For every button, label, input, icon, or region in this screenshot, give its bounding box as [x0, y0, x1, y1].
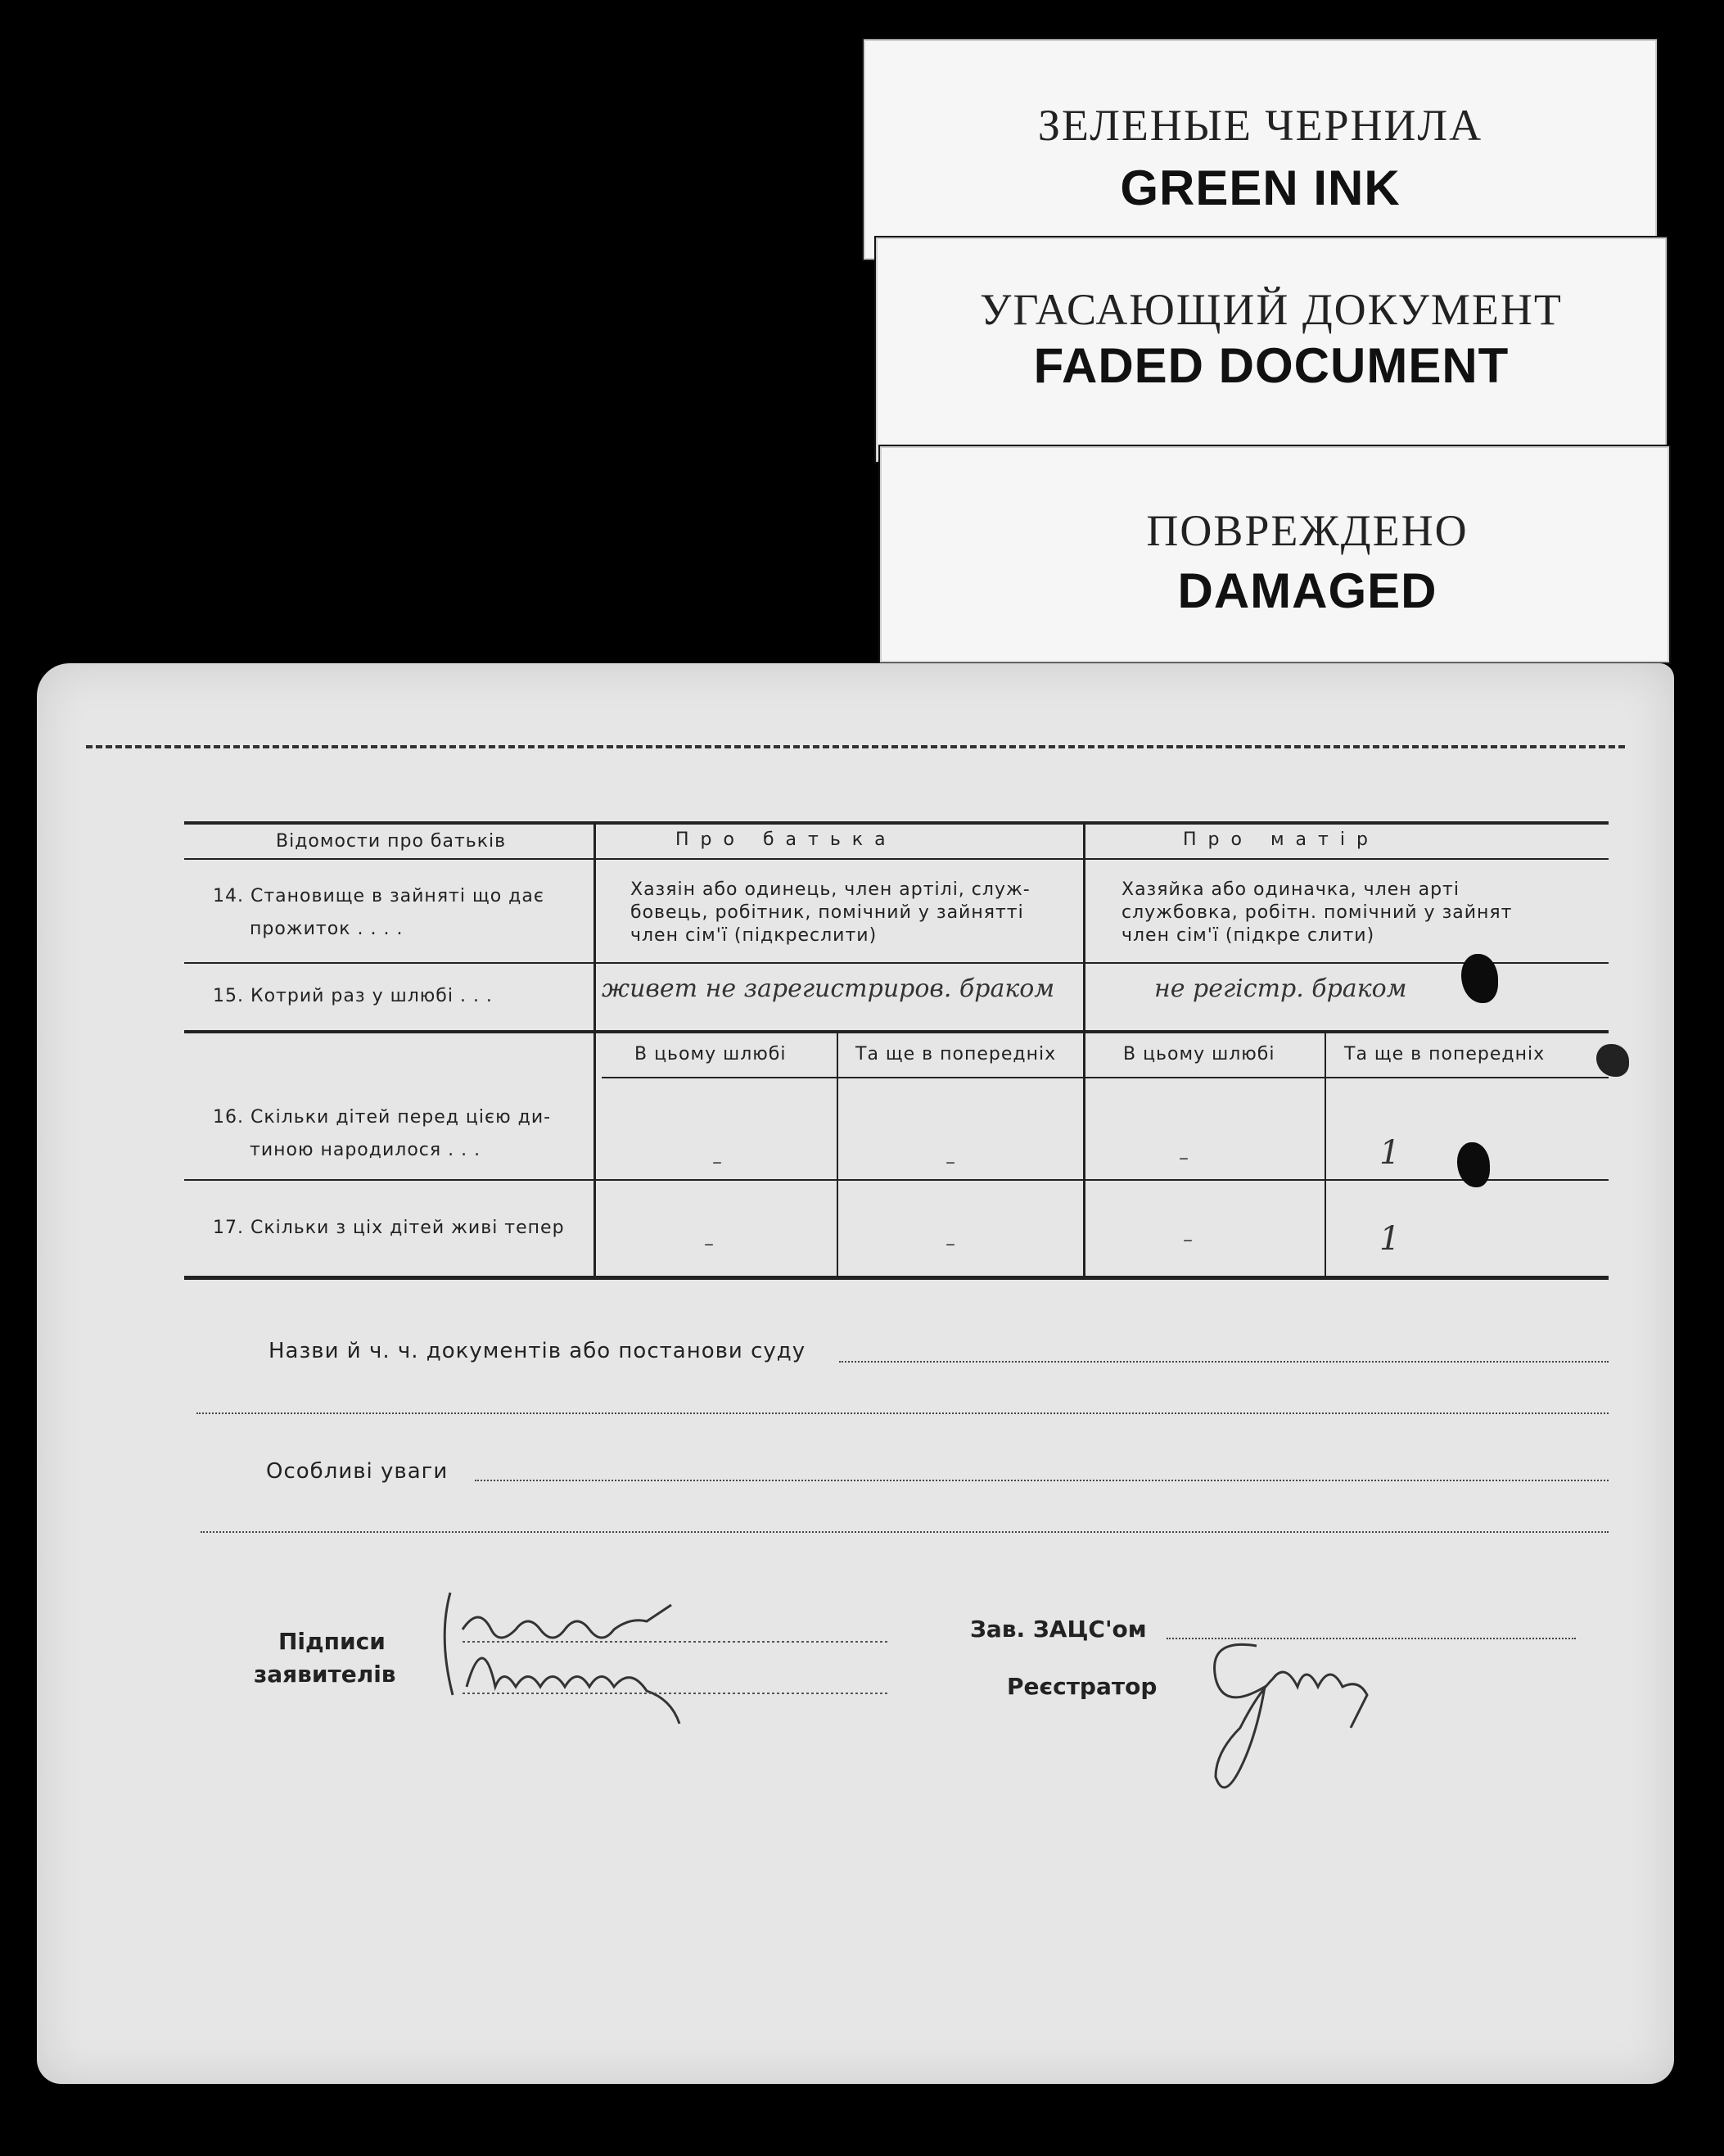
- row14-mother-line2: службовка, робітн. помічний у зайнят: [1122, 902, 1513, 923]
- subheader-divider: [602, 1077, 1609, 1078]
- notes-line-2: [201, 1531, 1609, 1533]
- applicants-label-line1: Підписи: [278, 1628, 386, 1655]
- damage-hole: [1596, 1044, 1629, 1077]
- notes-label: Особливі уваги: [266, 1459, 449, 1484]
- row16-label-line2: тиною народилося . . .: [250, 1140, 481, 1160]
- applicant-signatures: [405, 1589, 896, 1752]
- registrar-signature: [1158, 1629, 1428, 1810]
- header-mother: Про матір: [1183, 829, 1379, 850]
- documents-line-2: [196, 1412, 1609, 1414]
- green-ink-label-en: GREEN INK: [1120, 160, 1401, 215]
- row15-label: 15. Котрий раз у шлюбі . . .: [213, 986, 493, 1006]
- row16-father-prev: –: [945, 1150, 955, 1173]
- table-bottom-border: [184, 1276, 1609, 1280]
- col-divider-mother: [1325, 1032, 1326, 1277]
- subheader-father-this: В цьому шлюбі: [634, 1044, 787, 1064]
- damaged-label-card: [880, 446, 1669, 662]
- damaged-label-ru: ПОВРЕЖДЕНО: [1146, 506, 1469, 555]
- subheader-mother-prev: Та ще в попередніх: [1344, 1044, 1546, 1064]
- row16-father-this: –: [712, 1150, 722, 1173]
- row14-label-line2: прожиток . . . .: [250, 919, 404, 939]
- col-divider-1: [593, 823, 596, 1277]
- documents-label: Назви й ч. ч. документів або постанови суду: [269, 1339, 806, 1363]
- row14-father-line2: бовець, робітник, помічний у зайнятті: [630, 902, 1024, 923]
- row14-divider: [184, 962, 1609, 964]
- row16-label-line1: 16. Скільки дітей перед цією ди-: [213, 1107, 552, 1128]
- subheader-father-prev: Та ще в попередніх: [855, 1044, 1057, 1064]
- row14-mother-line3: член сім'ї (підкре слити): [1122, 925, 1375, 946]
- faded-label-en: FADED DOCUMENT: [1033, 338, 1510, 393]
- row17-father-prev: –: [945, 1232, 955, 1255]
- green-ink-label-card: [864, 39, 1657, 260]
- row16-mother-prev: 1: [1379, 1134, 1401, 1172]
- row14-mother-line1: Хазяйка або одиначка, член арті: [1122, 879, 1460, 900]
- col-divider-father: [837, 1032, 838, 1277]
- header-parents-info: Відомости про батьків: [276, 831, 507, 852]
- damage-hole: [1461, 954, 1498, 1003]
- header-father: Про батька: [675, 829, 897, 850]
- subheader-mother-this: В цьому шлюбі: [1123, 1044, 1275, 1064]
- applicants-label-line2: заявителів: [254, 1661, 396, 1688]
- row14-father-line1: Хазяін або одинець, член артілі, служ-: [630, 879, 1031, 900]
- registrar-label: Реєстратор: [1007, 1673, 1158, 1700]
- perforation-line: [86, 745, 1625, 748]
- row14-father-line3: член сім'ї (підкреслити): [630, 925, 878, 946]
- row15-divider: [184, 1030, 1609, 1033]
- col-divider-2: [1083, 823, 1085, 1277]
- row16-divider: [184, 1179, 1609, 1181]
- row15-father-handwritten: живет не зарегистриров. браком: [602, 974, 1055, 1003]
- row17-label: 17. Скільки з ціх дітей живі тепер: [213, 1218, 565, 1238]
- table-header-divider: [184, 858, 1609, 860]
- row16-mother-this: –: [1179, 1146, 1189, 1169]
- head-of-registry-label: Зав. ЗАЦС'ом: [970, 1616, 1147, 1643]
- table-top-border: [184, 821, 1609, 825]
- faded-document-label-card: [876, 237, 1667, 462]
- damaged-label-en: DAMAGED: [1177, 563, 1437, 618]
- row17-father-this: –: [704, 1232, 714, 1255]
- notes-line-1: [475, 1480, 1609, 1481]
- documents-line-1: [839, 1361, 1609, 1363]
- document-sheet: [37, 663, 1674, 2084]
- row17-mother-this: –: [1183, 1228, 1193, 1251]
- faded-label-ru: УГАСАЮЩИЙ ДОКУМЕНТ: [980, 285, 1563, 334]
- row15-mother-handwritten: не регістр. браком: [1154, 974, 1407, 1003]
- row17-mother-prev: 1: [1379, 1220, 1401, 1258]
- green-ink-label-ru: ЗЕЛЕНЫЕ ЧЕРНИЛА: [1037, 101, 1483, 150]
- row14-label-line1: 14. Становище в зайняті що дає: [213, 886, 544, 906]
